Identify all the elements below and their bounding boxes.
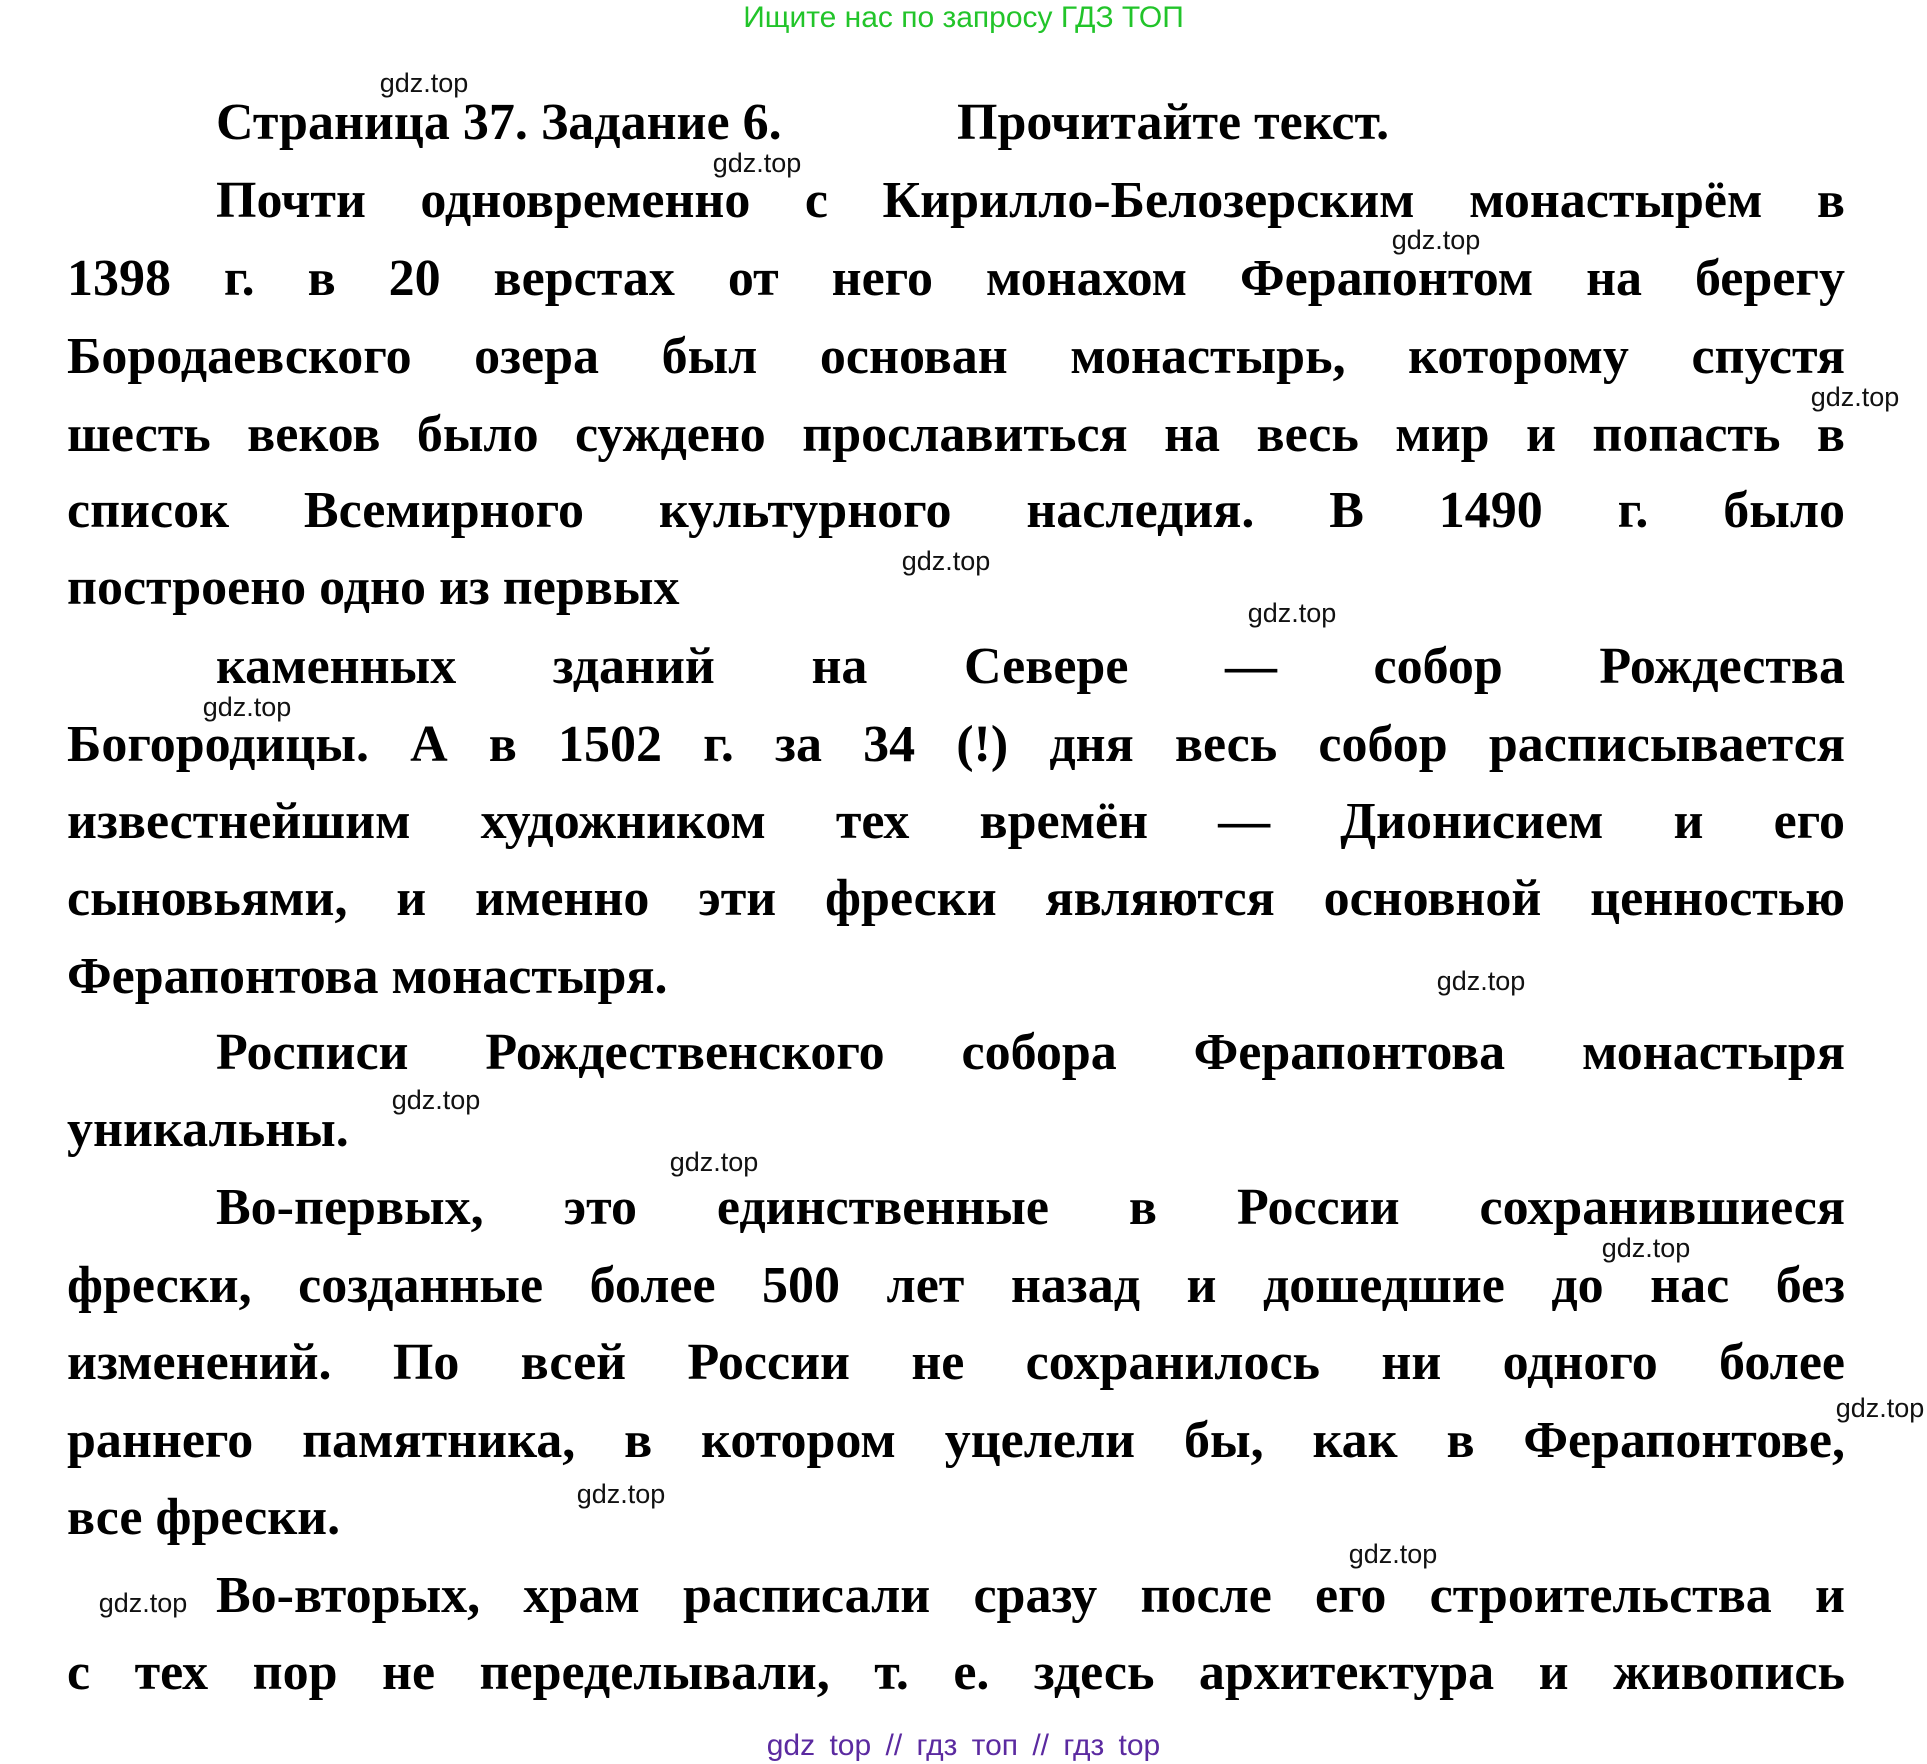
text-line: изменений. По всей России не сохранилось ни одного более bbox=[67, 1334, 1845, 1391]
text-line: шесть веков было суждено прославиться на весь мир и попасть в bbox=[67, 406, 1845, 463]
text-line: Росписи Рождественского собора Ферапонтова монастыря bbox=[216, 1024, 1845, 1081]
text-line: каменных зданий на Севере — собор Рождества bbox=[216, 638, 1845, 695]
watermark-text: gdz.top bbox=[1247, 598, 1337, 628]
text-line: Во-вторых, храм расписали сразу после его строительства и bbox=[216, 1567, 1845, 1624]
page-title bbox=[216, 91, 1390, 155]
text-line: Бородаевского озера был основан монастырь, которому спустя bbox=[67, 328, 1845, 385]
watermark-text: gdz.top bbox=[1835, 1393, 1925, 1423]
task-instruction: Прочитайте текст. bbox=[957, 94, 1390, 151]
watermark-text: gdz.top bbox=[712, 148, 802, 178]
watermark-text: gdz.top bbox=[1391, 225, 1481, 255]
task-number: Страница 37. Задание 6. bbox=[216, 94, 782, 151]
text-line: Богородицы. А в 1502 г. за 34 (!) дня весь собор расписывается bbox=[67, 716, 1845, 773]
text-line: уникальны. bbox=[67, 1101, 349, 1158]
footer-links: gdz top // гдз топ // гдз top bbox=[766, 1729, 1161, 1762]
text-line: Ферапонтова монастыря. bbox=[67, 948, 668, 1005]
watermark-text: gdz.top bbox=[391, 1085, 481, 1115]
text-line: фрески, созданные более 500 лет назад и дошедшие до нас без bbox=[67, 1257, 1845, 1314]
text-line: с тех пор не переделывали, т. е. здесь архитектура и живопись bbox=[67, 1644, 1845, 1701]
watermark-text: gdz.top bbox=[576, 1479, 666, 1509]
text-line: раннего памятника, в котором уцелели бы, как в Ферапонтове, bbox=[67, 1412, 1845, 1469]
watermark-text: gdz.top bbox=[1436, 966, 1526, 996]
search-banner: Ищите нас по запросу ГДЗ ТОП bbox=[743, 1, 1184, 34]
watermark-text: gdz.top bbox=[1810, 382, 1900, 412]
text-line: все фрески. bbox=[67, 1489, 341, 1546]
text-line: 1398 г. в 20 верстах от него монахом Ферапонтом на берегу bbox=[67, 250, 1845, 307]
watermark-text: gdz.top bbox=[379, 68, 469, 98]
text-line: известнейшим художником тех времён — Дионисием и его bbox=[67, 793, 1845, 850]
text-line: список Всемирного культурного наследия. В 1490 г. было bbox=[67, 482, 1845, 539]
watermark-text: gdz.top bbox=[1601, 1233, 1691, 1263]
text-line: Во-первых, это единственные в России сохранившиеся bbox=[216, 1179, 1845, 1236]
text-line: Почти одновременно с Кирилло-Белозерским монастырём в bbox=[216, 172, 1845, 229]
watermark-text: gdz.top bbox=[901, 546, 991, 576]
watermark-text: gdz.top bbox=[669, 1147, 759, 1177]
watermark-text: gdz.top bbox=[202, 692, 292, 722]
text-line: построено одно из первых bbox=[67, 559, 680, 616]
watermark-text: gdz.top bbox=[1348, 1539, 1438, 1569]
text-line: сыновьями, и именно эти фрески являются основной ценностью bbox=[67, 870, 1845, 927]
watermark-text: gdz.top bbox=[98, 1588, 188, 1618]
